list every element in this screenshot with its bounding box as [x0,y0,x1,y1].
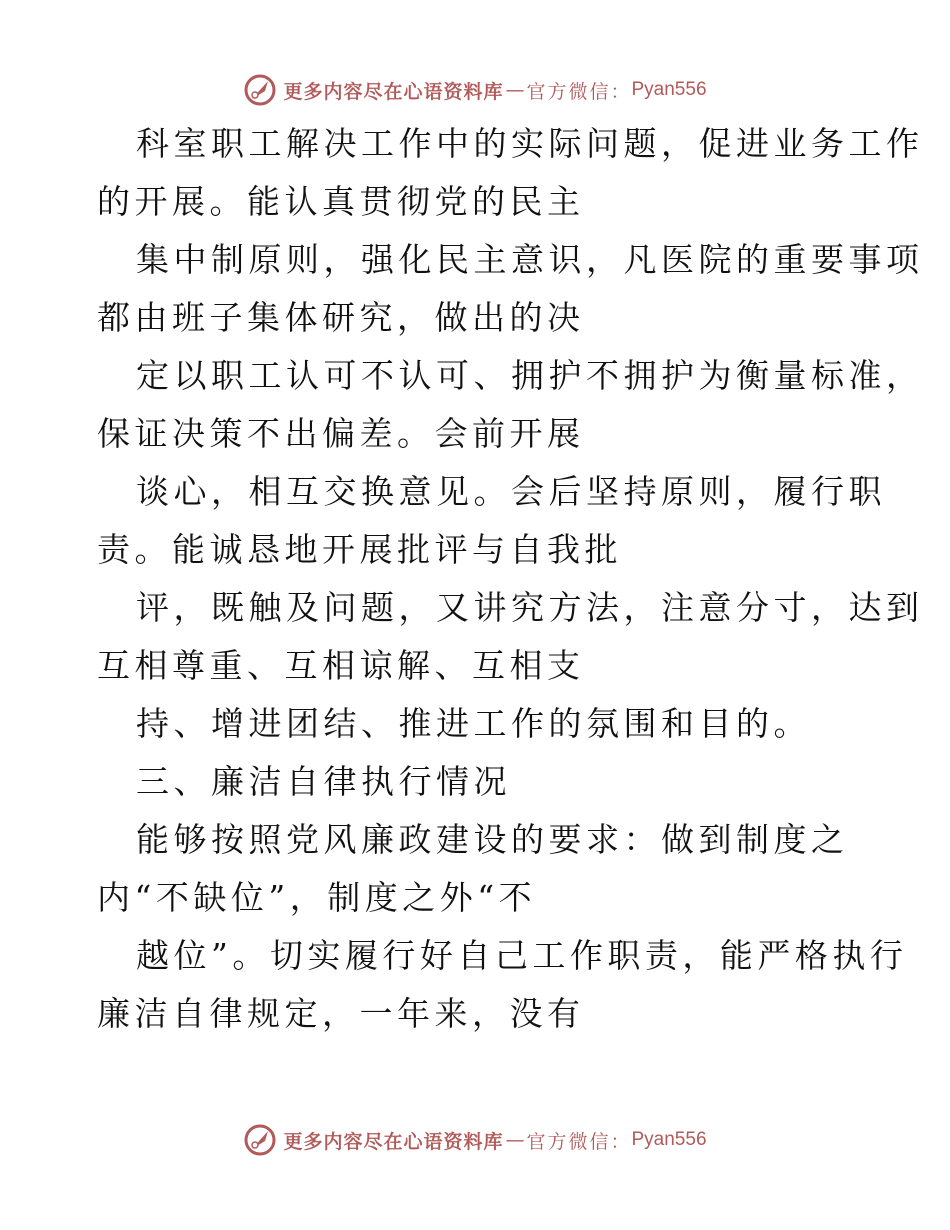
text-line: 集中制原则，强化民主意识，凡医院的重要事项 [136,240,924,279]
text-line: 评，既触及问题，又讲究方法，注意分寸，达到 [136,588,924,627]
text-line: 互相尊重、互相谅解、互相支 [97,646,585,685]
banner-title: 更多内容尽在心语资料库 [283,1130,504,1153]
footer-banner [0,1120,950,1160]
quill-logo-icon [243,1123,277,1157]
banner-wechat-id: Pyan556 [631,1129,707,1150]
text-line: 都由班子集体研究，做出的决 [97,298,585,337]
banner-title: 更多内容尽在心语资料库 [283,80,504,103]
banner-separator: — [505,79,525,101]
text-line: 能够按照党风廉政建设的要求：做到制度之 [136,820,849,859]
banner-label: 官方微信： [526,1130,632,1153]
text-line: 持、增进团结、推进工作的氛围和目的。 [136,704,811,743]
banner-label: 官方微信： [526,80,632,103]
banner-wechat-id: Pyan556 [631,79,707,100]
text-line: 保证决策不出偏差。会前开展 [97,414,585,453]
text-line: 谈心，相互交换意见。会后坚持原则，履行职 [136,472,886,511]
text-line: 越位”。切实履行好自己工作职责，能严格执行 [136,936,908,975]
text-line: 责。能诚恳地开展批评与自我批 [97,530,622,569]
text-line: 廉洁自律规定，一年来，没有 [97,994,585,1033]
quill-logo-icon [243,73,277,107]
header-banner [0,70,950,110]
text-line: 科室职工解决工作中的实际问题，促进业务工作 [136,124,924,163]
banner-separator: — [505,1129,525,1151]
text-line: 的开展。能认真贯彻党的民主 [97,182,585,221]
section-heading: 三、廉洁自律执行情况 [136,762,511,801]
text-line: 内“不缺位”，制度之外“不 [97,878,537,917]
text-line: 定以职工认可不认可、拥护不拥护为衡量标准， [136,356,924,395]
